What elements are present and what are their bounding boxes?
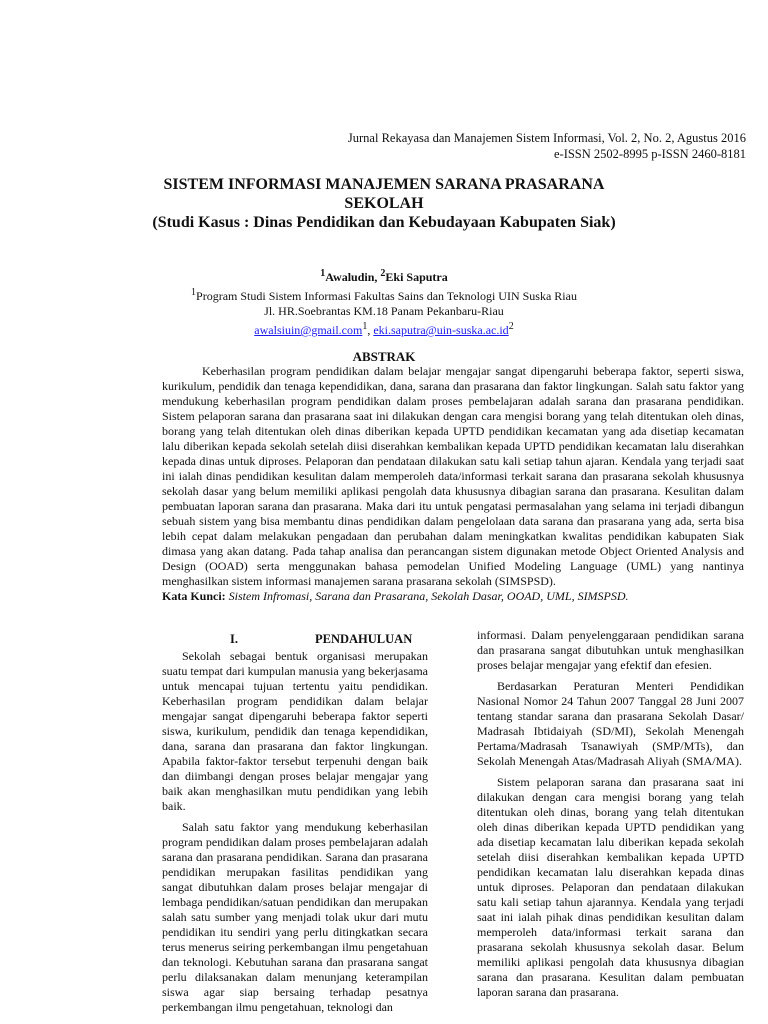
right-paragraph-3: Sistem pelaporan sarana dan prasarana saat ini dilakukan dengan cara mengisi borang yang telah ditentukan oleh dinas, borang yang telah ditentukan oleh dinas diberikan kepada UPTD pendidikan yang ada disetiap kecamatan lalu diberikan kepada sekolah setelah diisi diserahkan kembalikan kepada UPTD pendidikan kecamatan lalu diserahkan kepada dinas untuk diproses. Pelaporan dan pendataan dilakukan satu kali setiap tahun ajarannya. Kendala yang terjadi saat ini ialah pihak dinas pendidikan kesulitan dalam memperoleh data/informasi terkait sarana dan prasarana sekolah khususnya sekolah dasar. Belum memiliki aplikasi pengolah data khususnya dibagian sarana dan prasarana. Kesulitan dalam pembuatan laporan sarana dan prasarana. [477, 775, 744, 999]
left-paragraph-2: Salah satu faktor yang mendukung keberhasilan program pendidikan dalam proses pembelajaran adalah sarana dan prasarana pendidikan. Sarana dan prasarana pendidikan merupakan fasilitas pendidikan yang sangat dibutuhkan dalam proses belajar mengajar di lembaga pendidikan/satuan pendidikan dan merupakan salah satu sumber yang menjadi tolak ukur dari mutu pendidikan itu sendiri yang perlu ditingkatkan secara terus menerus seiring perkembangan ilmu pengetahuan dan teknologi. Kebutuhan sarana dan prasarana sangat perlu dilaksanakan dalam menunjang keterampilan siswa agar siap bersaing terhadap pesatnya perkembangan ilmu pengetahuan, teknologi dan [162, 820, 428, 1014]
email1-link[interactable]: awalsiuin@gmail.com [254, 323, 363, 337]
affiliation [0, 285, 768, 304]
paper-subtitle: (Studi Kasus : Dinas Pendidikan dan Kebudayaan Kabupaten Siak) [152, 214, 616, 231]
section-title: PENDAHULUAN [315, 632, 413, 646]
author1-sup: 1 [320, 268, 326, 279]
journal-issn: e-ISSN 2502-8995 p-ISSN 2460-8181 [553, 147, 746, 161]
left-paragraph-1: Sekolah sebagai bentuk organisasi merupakan suatu tempat dari kumpulan manusia yang bekerjasama untuk mencapai tujuan tertentu yaitu pendidikan. Keberhasilan program pendidikan dalam belajar mengajar sangat dipengaruhi beberapa faktor seperti siswa, kurikulum, pendidik dan tenaga kependidikan, dana, sarana dan prasarana dan faktor lingkungan. Apabila faktor-faktor tersebut terpenuhi dengan baik dan diimbangi dengan proses belajar mengajar yang baik akan menghasilkan mutu pendidikan yang lebih baik. [162, 649, 428, 813]
affiliation-sup: 1 [191, 287, 197, 298]
email1-sup: 1 [362, 321, 368, 332]
left-column [162, 628, 428, 1021]
title-block [0, 175, 768, 232]
keywords-list: Sistem Infromasi, Sarana dan Prasarana, Sekolah Dasar, OOAD, UML, SIMSPSD. [228, 589, 629, 603]
affiliation-text: Program Studi Sistem Informasi Fakultas Sains dan Teknologi UIN Suska Riau [196, 289, 577, 303]
email-separator: , [367, 323, 374, 337]
author-names [0, 266, 768, 285]
section-heading [162, 632, 428, 647]
author1-name: Awaludin, [325, 270, 381, 284]
keywords [162, 589, 744, 604]
paper-title-line2: SEKOLAH [344, 195, 424, 212]
section-number: I. [230, 632, 238, 646]
right-paragraph-2: Berdasarkan Peraturan Menteri Pendidikan Nasional Nomor 24 Tahun 2007 Tanggal 28 Juni 2007 tentang standar sarana dan prasarana Sekolah Dasar/ Madrasah Ibtidaiyah (SD/MI), Sekolah Menengah Pertama/Madrasah Tsanawiyah (SMP/MTs), dan Sekolah Menengah Atas/Madrasah Aliyah (SMA/MA). [477, 679, 744, 768]
journal-citation: Jurnal Rekayasa dan Manajemen Sistem Informasi, Vol. 2, No. 2, Agustus 2016 [347, 131, 746, 145]
author2-sup: 2 [380, 268, 386, 279]
journal-header [0, 130, 768, 162]
keywords-label: Kata Kunci: [162, 589, 229, 603]
right-paragraph-1: informasi. Dalam penyelenggaraan pendidikan sarana dan prasarana sangat dibutuhkan untuk menghasilkan proses belajar mengajar yang efektif dan efesien. [477, 628, 744, 672]
paper-title-line1: SISTEM INFORMASI MANAJEMEN SARANA PRASARANA [163, 176, 605, 193]
email2-link[interactable]: eki.saputra@uin-suska.ac.id [373, 323, 509, 337]
abstract-heading: ABSTRAK [352, 349, 416, 364]
right-column [477, 628, 744, 1006]
abstract-text: Keberhasilan program pendidikan dalam belajar mengajar sangat dipengaruhi beberapa faktor, seperti siswa, kurikulum, pendidik dan tenaga kependidikan, dana, sarana dan prasarana dan faktor lingkungan. Salah satu faktor yang mendukung keberhasilan program pendidikan dalam proses pembelajaran adalah sarana dan prasarana pendidikan. Sistem pelaporan sarana dan prasarana saat ini dilakukan dengan cara mengisi borang yang telah ditentukan oleh dinas, borang yang telah ditentukan oleh dinas diberikan kepada UPTD pendidikan kecamatan yang ada disetiap kecamatan lalu diberikan kepada sekolah setelah diisi diserahkan kembalikan kepada UPTD pendidikan kecamatan lalu diserahkan kepada dinas untuk diproses. Pelaporan dan pendataan dilakukan satu kali setiap tahun ajaran. Kendala yang terjadi saat ini ialah dinas pendidikan kesulitan dalam memperoleh data/informasi terkait sarana dan prasarana sekolah khususnya sekolah dasar yang belum memiliki aplikasi pengolah data khususnya dibagian sarana dan prasarana. Kesulitan dalam pembuatan laporan sarana dan prasarana. Maka dari itu untuk pengatasi permasalahan yang selama ini terjadi dibangun sebuah sistem yang bisa membantu dinas pendidikan dalam pengelolaan data sarana dan prasarana yang ada, serta bisa lebih cepat dalam melakukan pengadaan dan perubahan dalam meningkatkan kwalitas pendidikan kabupaten Siak dimasa yang akan datang. Pada tahap analisa dan perancangan sistem digunakan metode Object Oriented Analysis and Design (OOAD) serta menggunakan bahasa pemodelan Unified Modeling Language (UML) yang nantinya menghasilkan sistem informasi manajemen sarana prasarana sekolah (SIMSPSD). [162, 364, 744, 588]
author2-name: Eki Saputra [385, 270, 448, 284]
authors-block [0, 266, 768, 338]
email2-sup: 2 [508, 321, 514, 332]
author-emails [0, 319, 768, 338]
address: Jl. HR.Soebrantas KM.18 Panam Pekanbaru-Riau [264, 304, 504, 318]
